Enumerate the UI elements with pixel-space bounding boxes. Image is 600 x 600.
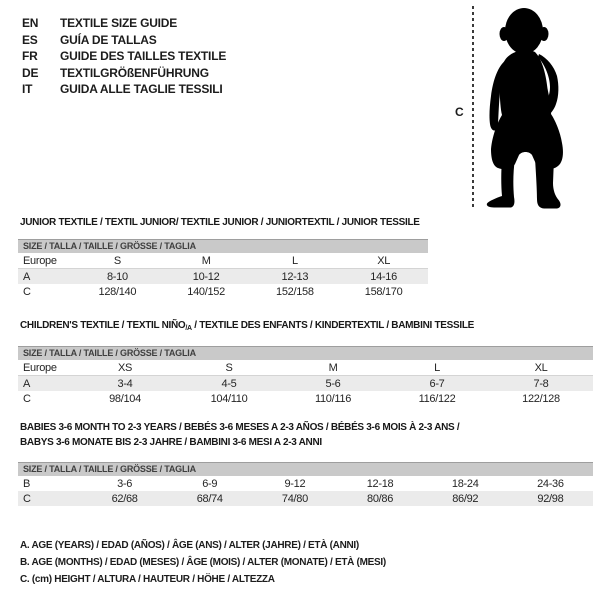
language-code: IT [22, 82, 33, 97]
height-cell: 68/74 [196, 492, 223, 505]
age-cell: 5-6 [325, 377, 341, 390]
language-row-en [22, 15, 226, 32]
language-code: EN [22, 16, 39, 30]
row-label: A [23, 377, 31, 390]
toddler-silhouette-icon [483, 6, 575, 209]
junior-size-table [18, 239, 428, 299]
section-title-children: CHILDREN'S TEXTILE / TEXTIL $NIÑO_{/A}$ / TEXTILE DES ENFANTS / KINDERTEXTIL / BAMBINI TESSILE [20, 320, 475, 332]
language-label: GUÍA DE TALLAS [60, 32, 157, 47]
size-header-bar: SIZE / TALLA / TAILLE / GRÖSSE / TAGLIA [18, 239, 428, 253]
size-cell: L [251, 253, 340, 269]
children-size-table [18, 346, 593, 406]
height-cell: 128/140 [98, 285, 137, 298]
size-table [18, 253, 428, 299]
table-row [18, 253, 428, 269]
age-cell: 8-10 [106, 270, 128, 283]
height-cell: 158/170 [364, 285, 403, 298]
section-title-babies-line2: BABYS 3-6 MONATE BIS 2-3 JAHRE / BAMBINI 3-6 MESI A 2-3 ANNI [20, 437, 322, 448]
size-table [18, 476, 593, 506]
row-label: C [23, 492, 31, 505]
table-row [18, 476, 593, 491]
language-row-it [22, 81, 226, 98]
size-cell: M [162, 253, 251, 269]
table-row [18, 491, 593, 506]
height-cell: 92/98 [537, 492, 564, 505]
section-title-babies [20, 420, 459, 450]
size-cell: M [281, 360, 385, 376]
age-cell: 24-36 [537, 477, 564, 490]
size-cell: S [73, 253, 162, 269]
row-label: B [23, 477, 31, 490]
age-cell: 4-5 [221, 377, 237, 390]
table-row [18, 376, 593, 392]
age-cell: 6-9 [202, 477, 218, 490]
footnote-b: B. AGE (MONTHS) / EDAD (MESES) / ÂGE (MOIS) / ALTER (MONATE) / ETÀ (MESI) [20, 556, 386, 568]
language-row-de [22, 65, 226, 82]
age-cell: 3-6 [117, 477, 133, 490]
row-label: C [23, 392, 31, 405]
language-code: DE [22, 65, 39, 80]
language-label: GUIDA ALLE TAGLIE TESSILI [60, 82, 223, 97]
footnote-a: A. AGE (YEARS) / EDAD (AÑOS) / ÂGE (ANS) / ALTER (JAHRE) / ETÀ (ANNI) [20, 540, 359, 551]
language-label: TEXTILGRÖßENFÜHRUNG [60, 65, 209, 80]
size-cell: L [385, 360, 489, 376]
table-row [18, 269, 428, 285]
footnotes [20, 538, 386, 588]
height-measure-label: C [455, 105, 464, 119]
row-label: Europe [18, 253, 73, 269]
height-cell: 104/110 [210, 392, 248, 405]
babies-size-table [18, 462, 593, 506]
language-code: FR [22, 49, 38, 64]
table-row [18, 360, 593, 376]
age-cell: 10-12 [192, 270, 220, 283]
language-code: ES [22, 32, 38, 47]
height-cell: 74/80 [281, 492, 308, 505]
language-row-fr [22, 48, 226, 65]
language-label: TEXTILE SIZE GUIDE [60, 16, 178, 30]
section-title-junior: JUNIOR TEXTILE / TEXTIL JUNIOR/ TEXTILE JUNIOR / JUNIORTEXTIL / JUNIOR TESSILE [20, 217, 420, 228]
age-cell: 9-12 [284, 477, 306, 490]
language-list [22, 15, 226, 98]
size-header-bar: SIZE / TALLA / TAILLE / GRÖSSE / TAGLIA [18, 462, 593, 476]
age-cell: 7-8 [533, 377, 549, 390]
age-cell: 14-16 [370, 270, 397, 283]
table-row [18, 284, 428, 299]
age-cell: 12-18 [366, 477, 394, 490]
language-label: GUIDE DES TAILLES TEXTILE [60, 49, 227, 64]
age-cell: 6-7 [429, 377, 445, 390]
height-cell: 86/92 [452, 492, 479, 505]
height-cell: 122/128 [522, 392, 560, 405]
size-header-bar: SIZE / TALLA / TAILLE / GRÖSSE / TAGLIA [18, 346, 593, 360]
height-dotted-line [472, 6, 474, 208]
row-label: C [23, 285, 31, 298]
age-cell: 18-24 [451, 477, 479, 490]
height-cell: 116/122 [418, 392, 456, 405]
size-cell: XS [73, 360, 177, 376]
section-title-babies-line1: BABIES 3-6 MONTH TO 2-3 YEARS / BEBÉS 3-6 MESES A 2-3 AÑOS / BÉBÉS 3-6 MOIS À 2-3 ANS / [20, 422, 460, 433]
size-cell: XL [339, 253, 428, 269]
row-label: Europe [18, 360, 73, 376]
title-subscript: /A [185, 325, 192, 332]
height-cell: 140/152 [187, 285, 225, 298]
age-cell: 3-4 [117, 377, 133, 390]
size-table [18, 360, 593, 406]
size-cell: XL [489, 360, 593, 376]
age-cell: 12-13 [281, 270, 309, 283]
language-row-es [22, 32, 226, 49]
height-cell: 80/86 [367, 492, 394, 505]
row-label: A [23, 270, 31, 283]
height-cell: 98/104 [109, 392, 141, 405]
height-cell: 110/116 [314, 392, 352, 405]
table-row [18, 391, 593, 406]
height-cell: 62/68 [111, 492, 138, 505]
size-cell: S [177, 360, 281, 376]
footnote-c: C. (cm) HEIGHT / ALTURA / HAUTEUR / HÖHE / ALTEZZA [20, 573, 275, 585]
height-cell: 152/158 [276, 285, 314, 298]
